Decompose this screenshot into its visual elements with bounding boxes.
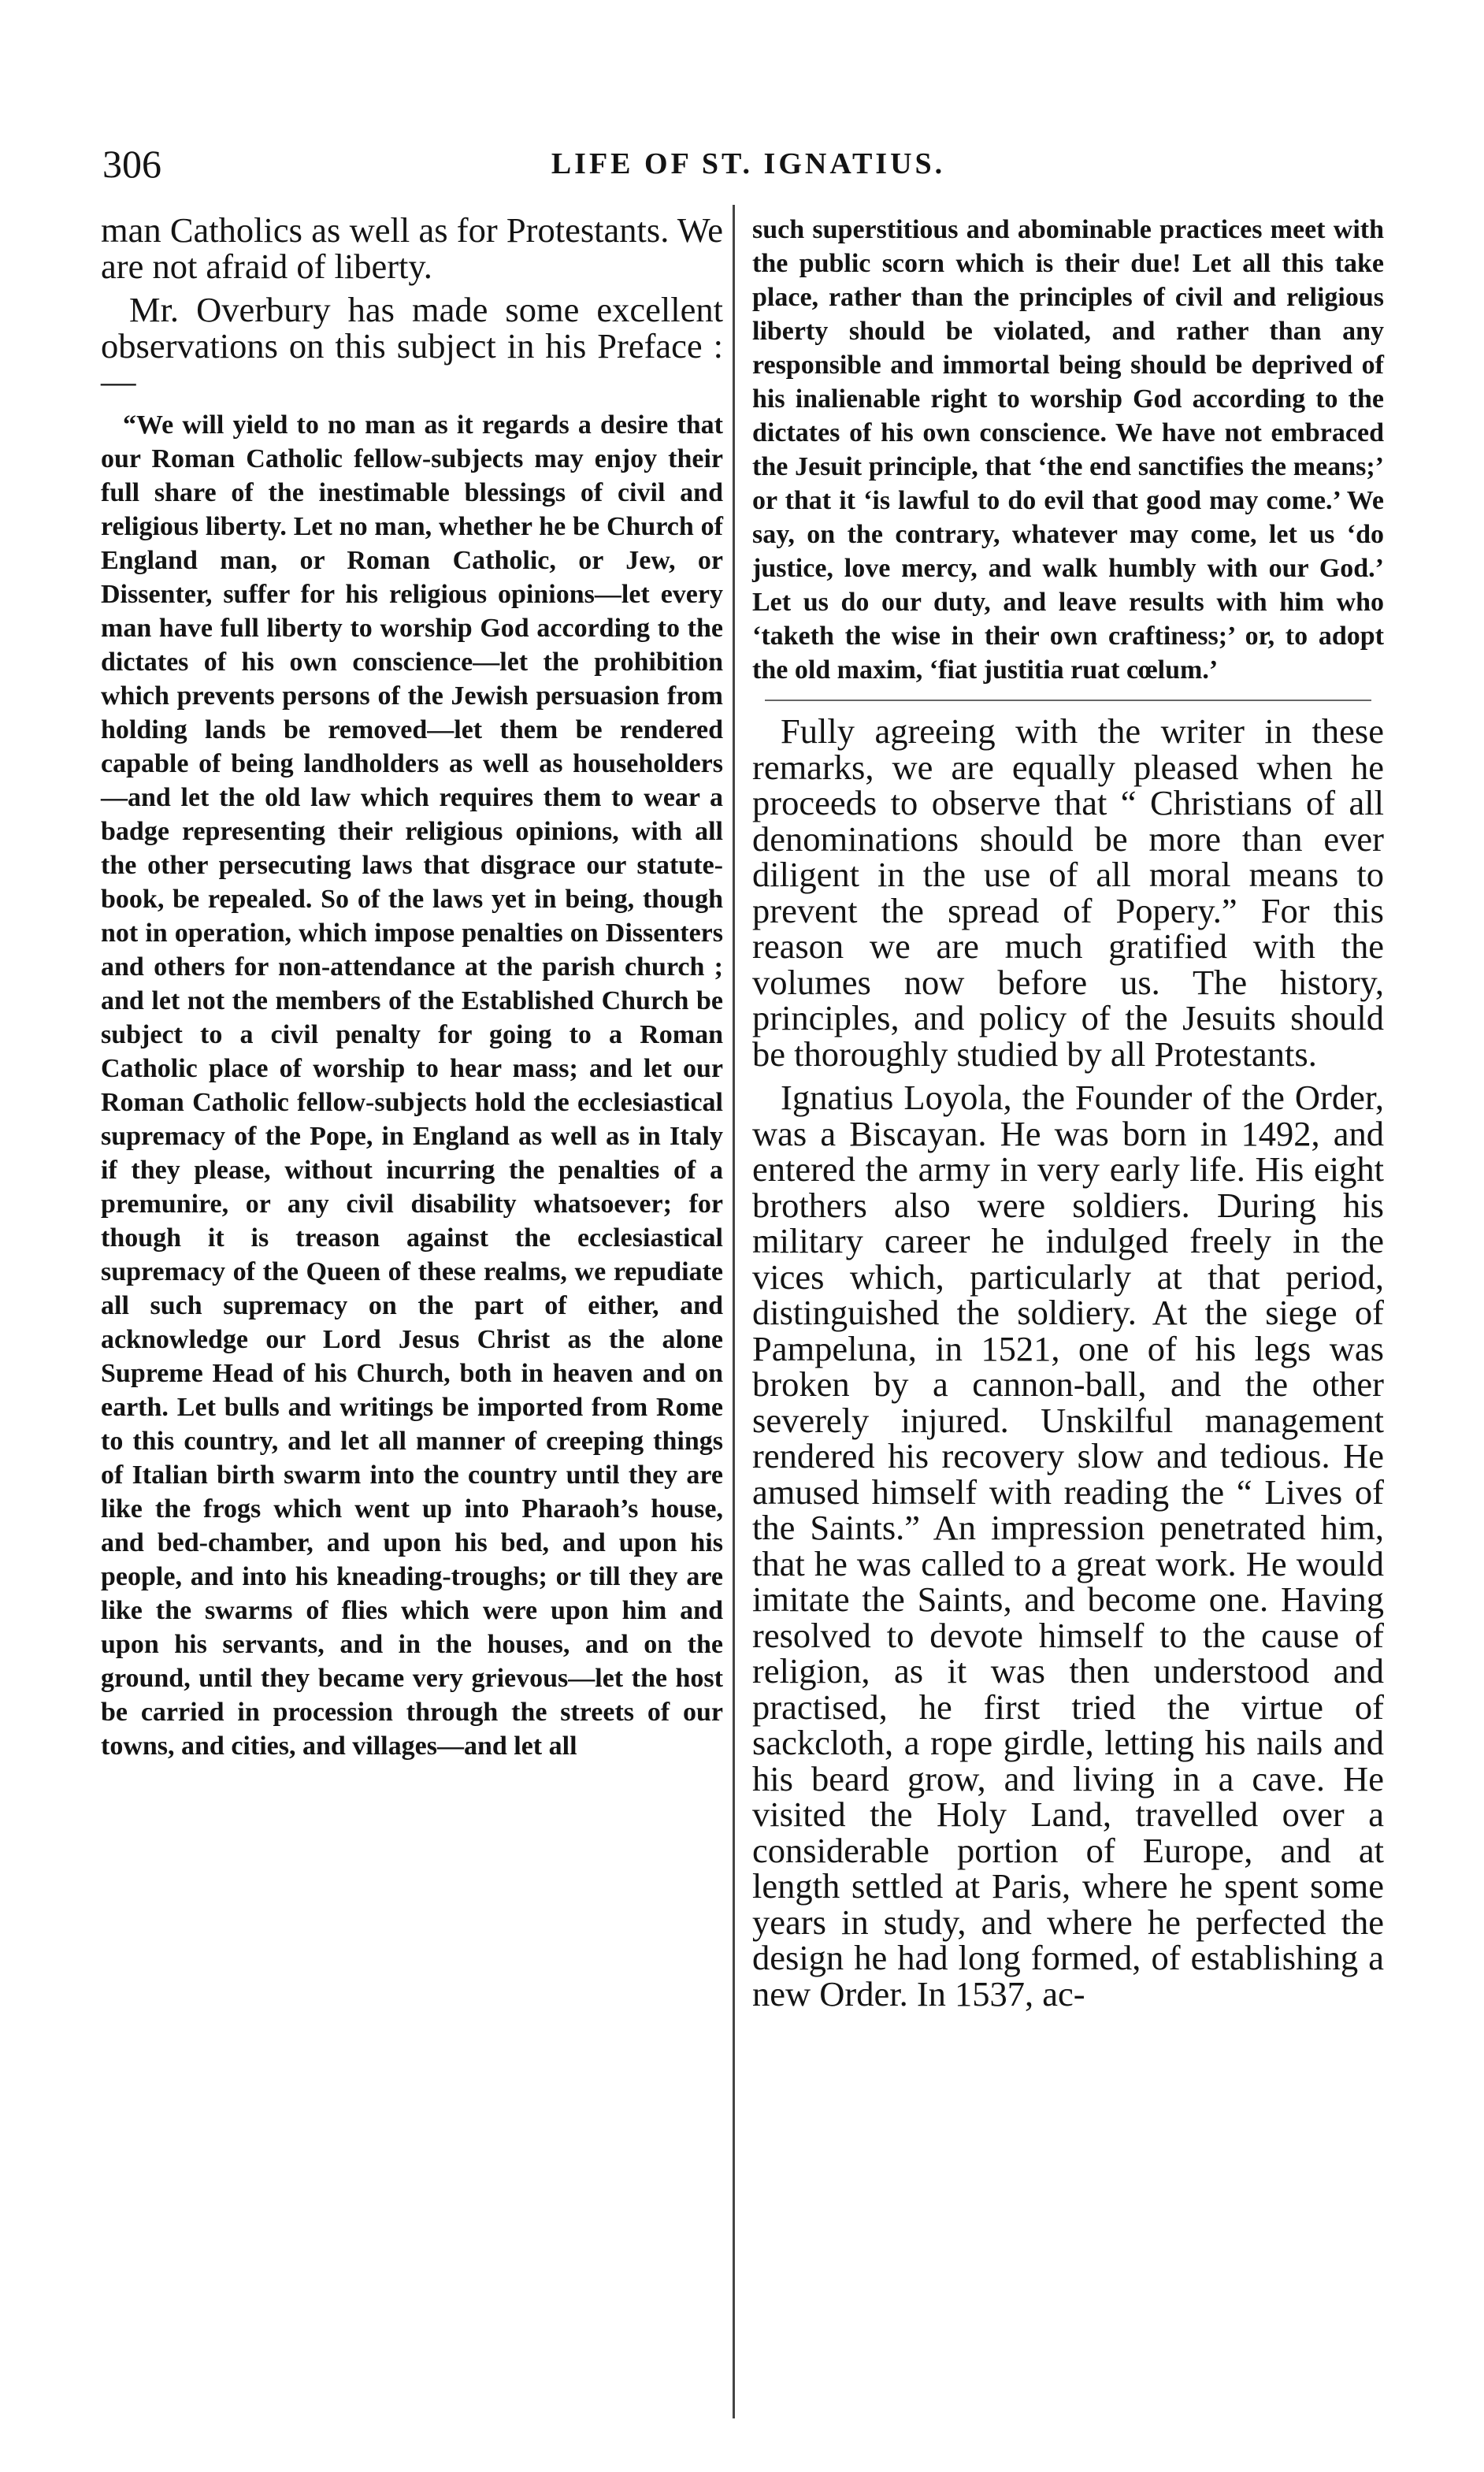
right-column — [752, 213, 1384, 2020]
page-number: 306 — [102, 142, 161, 186]
page-header — [102, 140, 1394, 187]
quotation-block: “We will yield to no man as it regards a desire that our Roman Catholic fellow-subjects may enjoy their full share of the inestimable blessings of civil and religious liberty. Let no man, whether he be Church of England man, or Roman Catholic, or Jew, or Dissenter, suffer for his religious opinions—let every man have full liberty to worship God according to the dictates of his own conscience—let the prohibition which prevents persons of the Jewish persuasion from holding lands be removed—let them be rendered capable of being landholders as well as householders—and let the old law which requires them to wear a badge representing their religious opinions, with all the other persecuting laws that disgrace our statute-book, be repealed. So of the laws yet in being, though not in operation, which impose penalties on Dissenters and others for non-attendance at the parish church ; and let not the members of the Established Church be subject to a civil penalty for going to a Roman Catholic place of worship to hear mass; and let our Roman Catholic fellow-subjects hold the ecclesiastical supremacy of the Pope, in England as well as in Italy if they please, without incurring the penalties of a premunire, or any civil disability whatsoever; for though it is treason against the ecclesiastical supremacy of the Queen of these realms, we repudiate all such supremacy on the part of either, and acknowledge our Lord Jesus Christ as the alone Supreme Head of his Church, both in heaven and on earth. Let bulls and writings be imported from Rome to this country, and let all manner of creeping things of Italian birth swarm into the country until they are like the frogs which went up into Pharaoh’s house, and bed-chamber, and upon his bed, and upon his people, and into his kneading-troughs; or till they are like the swarms of flies which were upon him and upon his servants, and in the houses, and on the ground, until they became very grievous—let the host be carried in procession through the streets of our towns, and cities, and villages—and let all — [101, 410, 723, 1761]
quotation-separator — [765, 700, 1371, 701]
paragraph-right-1: Fully agreeing with the writer in these remarks, we are equally pleased when he proceeds to observe that “ Christians of all denominations should be more than ever diligent in the use of all moral means to prevent the spread of Popery.” For this reason we are much gratified with the volumes now before us. The history, principles, and policy of the Jesuits should be thoroughly studied by all Protestants. — [752, 711, 1384, 1074]
paragraph-left-1: man Catholics as well as for Protestants. We are not afraid of liberty. — [101, 210, 723, 286]
left-column — [101, 210, 723, 1763]
running-title: LIFE OF ST. IGNATIUS. — [551, 147, 946, 180]
paragraph-right-2: Ignatius Loyola, the Founder of the Order, was a Biscayan. He was born in 1492, and entered the army in very early life. His eight brothers also were soldiers. During his military career he indulged freely in the vices which, particularly at that period, distinguished the soldiery. At the siege of Pampeluna, in 1521, one of his legs was broken by a cannon-ball, and the other severely injured. Unskilful management rendered his recovery slow and tedious. He amused himself with reading the “ Lives of the Saints.” An impression penetrated him, that he was called to a great work. He would imitate the Saints, and become one. Having resolved to devote himself to the cause of religion, as it was then understood and practised, he first tried the virtue of sackcloth, a rope girdle, letting his nails and his beard grow, and living in a cave. He visited the Holy Land, travelled over a considerable portion of Europe, and at length settled at Paris, where he spent some years in study, and where he perfected the design he had long formed, of establishing a new Order. In 1537, ac- — [752, 1078, 1384, 2014]
column-divider — [733, 205, 735, 2418]
quotation-continued: such superstitious and abominable practices meet with the public scorn which is their due! Let all this take place, rather than the principles of civil and religious liberty should be violated, and rather than any responsible and immortal being should be deprived of his inalienable right to worship God according to the dictates of his own conscience. We have not embraced the Jesuit principle, that ‘the end sanctifies the means;’ or that it ‘is lawful to do evil that good may come.’ We say, on the contrary, whatever may come, let us ‘do justice, love mercy, and walk humbly with our God.’ Let us do our duty, and leave results with him who ‘taketh the wise in their own craftiness;’ or, to adopt the old maxim, ‘fiat justitia ruat cœlum.’ — [752, 215, 1384, 685]
paragraph-left-2: Mr. Overbury has made some excellent observations on this subject in his Preface :— — [101, 290, 723, 401]
